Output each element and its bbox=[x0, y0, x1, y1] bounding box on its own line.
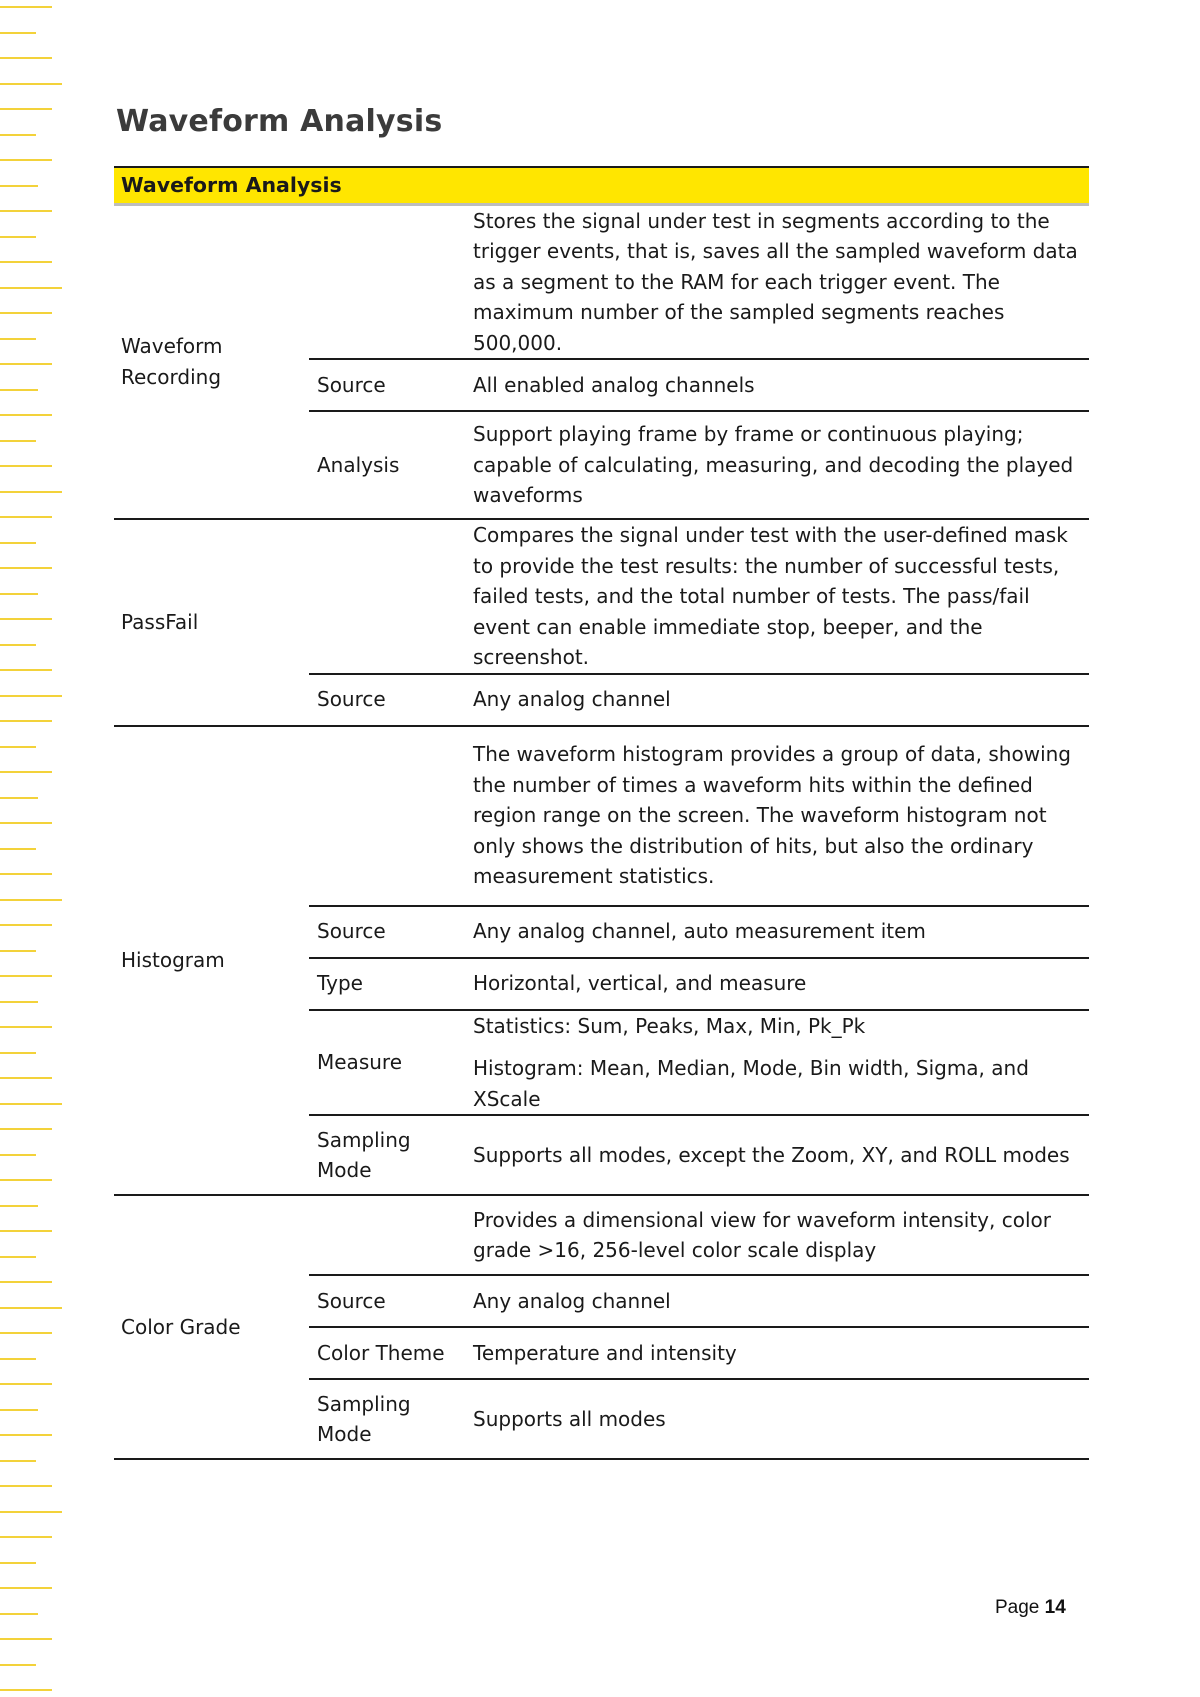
row-label-type: Type bbox=[309, 958, 466, 1010]
ruler-tick bbox=[0, 924, 52, 926]
ruler-tick bbox=[0, 32, 36, 34]
ruler-tick bbox=[0, 1511, 62, 1513]
group-description: Stores the signal under test in segments according to the trigger events, that is, saves all the sampled waveform data as a segment to the RAM for each trigger event. The maximum number of the sampled segments reaches 500,000. bbox=[466, 204, 1089, 359]
ruler-tick bbox=[0, 1434, 52, 1436]
row-label-source: Source bbox=[309, 1275, 466, 1327]
group-label-waveform-recording: Waveform Recording bbox=[114, 204, 309, 519]
ruler-tick bbox=[0, 1052, 36, 1054]
row-label-sampling-mode: Sampling Mode bbox=[309, 1115, 466, 1195]
ruler-tick bbox=[0, 1536, 52, 1538]
measure-statistics: Statistics: Sum, Peaks, Max, Min, Pk_Pk bbox=[473, 1013, 866, 1038]
ruler-tick bbox=[0, 1485, 52, 1487]
ruler-tick bbox=[0, 593, 38, 595]
ruler-tick bbox=[0, 1281, 52, 1283]
ruler-tick bbox=[0, 1409, 38, 1411]
ruler-tick bbox=[0, 338, 36, 340]
ruler-tick bbox=[0, 465, 52, 467]
ruler-tick bbox=[0, 185, 38, 187]
group-description: Compares the signal under test with the user-defined mask to provide the test results: the number of successful tests, failed tests, and the total number of tests. The pass/fail event can enable immediate stop, beeper, and the screenshot. bbox=[466, 519, 1089, 674]
row-label-color-theme: Color Theme bbox=[309, 1327, 466, 1379]
ruler-tick bbox=[0, 669, 52, 671]
ruler-tick bbox=[0, 1664, 36, 1666]
page-heading: Waveform Analysis bbox=[116, 104, 443, 139]
ruler-tick bbox=[0, 1638, 52, 1640]
row-value: Support playing frame by frame or continuous playing; capable of calculating, measuring, and decoding the played waveforms bbox=[466, 411, 1089, 519]
ruler-tick bbox=[0, 134, 36, 136]
ruler-tick bbox=[0, 1103, 62, 1105]
row-value: All enabled analog channels bbox=[466, 359, 1089, 411]
row-value: Any analog channel bbox=[466, 1275, 1089, 1327]
group-label-passfail: PassFail bbox=[114, 519, 309, 726]
ruler-tick bbox=[0, 83, 62, 85]
ruler-tick bbox=[0, 1256, 36, 1258]
row-label-sampling-mode: Sampling Mode bbox=[309, 1379, 466, 1459]
ruler-tick bbox=[0, 261, 52, 263]
row-label-source: Source bbox=[309, 906, 466, 958]
ruler-tick bbox=[0, 1307, 62, 1309]
ruler-tick bbox=[0, 516, 52, 518]
page-number-value: 14 bbox=[1044, 1597, 1066, 1618]
ruler-tick bbox=[0, 440, 36, 442]
ruler-tick bbox=[0, 618, 52, 620]
row-value: Temperature and intensity bbox=[466, 1327, 1089, 1379]
ruler-tick bbox=[0, 848, 36, 850]
ruler-tick bbox=[0, 644, 36, 646]
ruler-tick bbox=[0, 1358, 36, 1360]
row-label-analysis: Analysis bbox=[309, 411, 466, 519]
ruler-tick bbox=[0, 210, 52, 212]
row-value: Supports all modes, except the Zoom, XY, and ROLL modes bbox=[466, 1115, 1089, 1195]
ruler-tick bbox=[0, 159, 52, 161]
ruler-tick bbox=[0, 771, 52, 773]
ruler-tick bbox=[0, 1460, 36, 1462]
ruler-tick bbox=[0, 822, 52, 824]
ruler-tick bbox=[0, 1154, 36, 1156]
ruler-tick bbox=[0, 873, 52, 875]
ruler-tick bbox=[0, 899, 62, 901]
ruler-tick bbox=[0, 389, 38, 391]
row-value: Any analog channel bbox=[466, 674, 1089, 726]
ruler-tick bbox=[0, 414, 52, 416]
ruler-tick bbox=[0, 1587, 52, 1589]
ruler-tick bbox=[0, 236, 36, 238]
table-header: Waveform Analysis bbox=[114, 167, 1089, 204]
ruler-tick bbox=[0, 1001, 38, 1003]
row-value: Any analog channel, auto measurement item bbox=[466, 906, 1089, 958]
measure-histogram: Histogram: Mean, Median, Mode, Bin width, Sigma, and XScale bbox=[473, 1056, 1029, 1111]
ruler-tick bbox=[0, 57, 52, 59]
group-label-color-grade: Color Grade bbox=[114, 1195, 309, 1459]
ruler-tick bbox=[0, 1205, 38, 1207]
page-number bbox=[995, 1597, 1066, 1619]
ruler-tick bbox=[0, 1128, 52, 1130]
ruler-tick bbox=[0, 1562, 36, 1564]
ruler-tick bbox=[0, 287, 62, 289]
ruler-tick bbox=[0, 1332, 52, 1334]
ruler-tick bbox=[0, 1613, 38, 1615]
ruler-tick bbox=[0, 6, 52, 8]
ruler-tick bbox=[0, 108, 52, 110]
ruler-tick bbox=[0, 797, 38, 799]
ruler-tick bbox=[0, 1230, 52, 1232]
group-description: The waveform histogram provides a group of data, showing the number of times a waveform hits within the defined region range on the screen. The waveform histogram not only shows the distribution of hits, but also the ordinary measurement statistics. bbox=[466, 726, 1089, 906]
ruler-tick bbox=[0, 746, 36, 748]
ruler-tick bbox=[0, 567, 52, 569]
spec-table bbox=[114, 166, 1089, 1460]
row-label-measure: Measure bbox=[309, 1010, 466, 1116]
ruler-tick bbox=[0, 363, 52, 365]
ruler-tick bbox=[0, 1077, 52, 1079]
ruler-tick bbox=[0, 950, 36, 952]
ruler-tick bbox=[0, 1689, 52, 1691]
margin-ruler-decoration bbox=[0, 0, 72, 1697]
ruler-tick bbox=[0, 542, 36, 544]
ruler-tick bbox=[0, 720, 52, 722]
row-label-source: Source bbox=[309, 674, 466, 726]
page-label: Page bbox=[995, 1597, 1040, 1618]
row-label-source: Source bbox=[309, 359, 466, 411]
row-value: Supports all modes bbox=[466, 1379, 1089, 1459]
ruler-tick bbox=[0, 695, 62, 697]
ruler-tick bbox=[0, 491, 62, 493]
ruler-tick bbox=[0, 1383, 52, 1385]
ruler-tick bbox=[0, 1179, 52, 1181]
row-value: Horizontal, vertical, and measure bbox=[466, 958, 1089, 1010]
ruler-tick bbox=[0, 975, 52, 977]
ruler-tick bbox=[0, 312, 52, 314]
group-label-histogram: Histogram bbox=[114, 726, 309, 1196]
group-description: Provides a dimensional view for waveform intensity, color grade >16, 256-level color scale display bbox=[466, 1195, 1089, 1275]
ruler-tick bbox=[0, 1026, 52, 1028]
